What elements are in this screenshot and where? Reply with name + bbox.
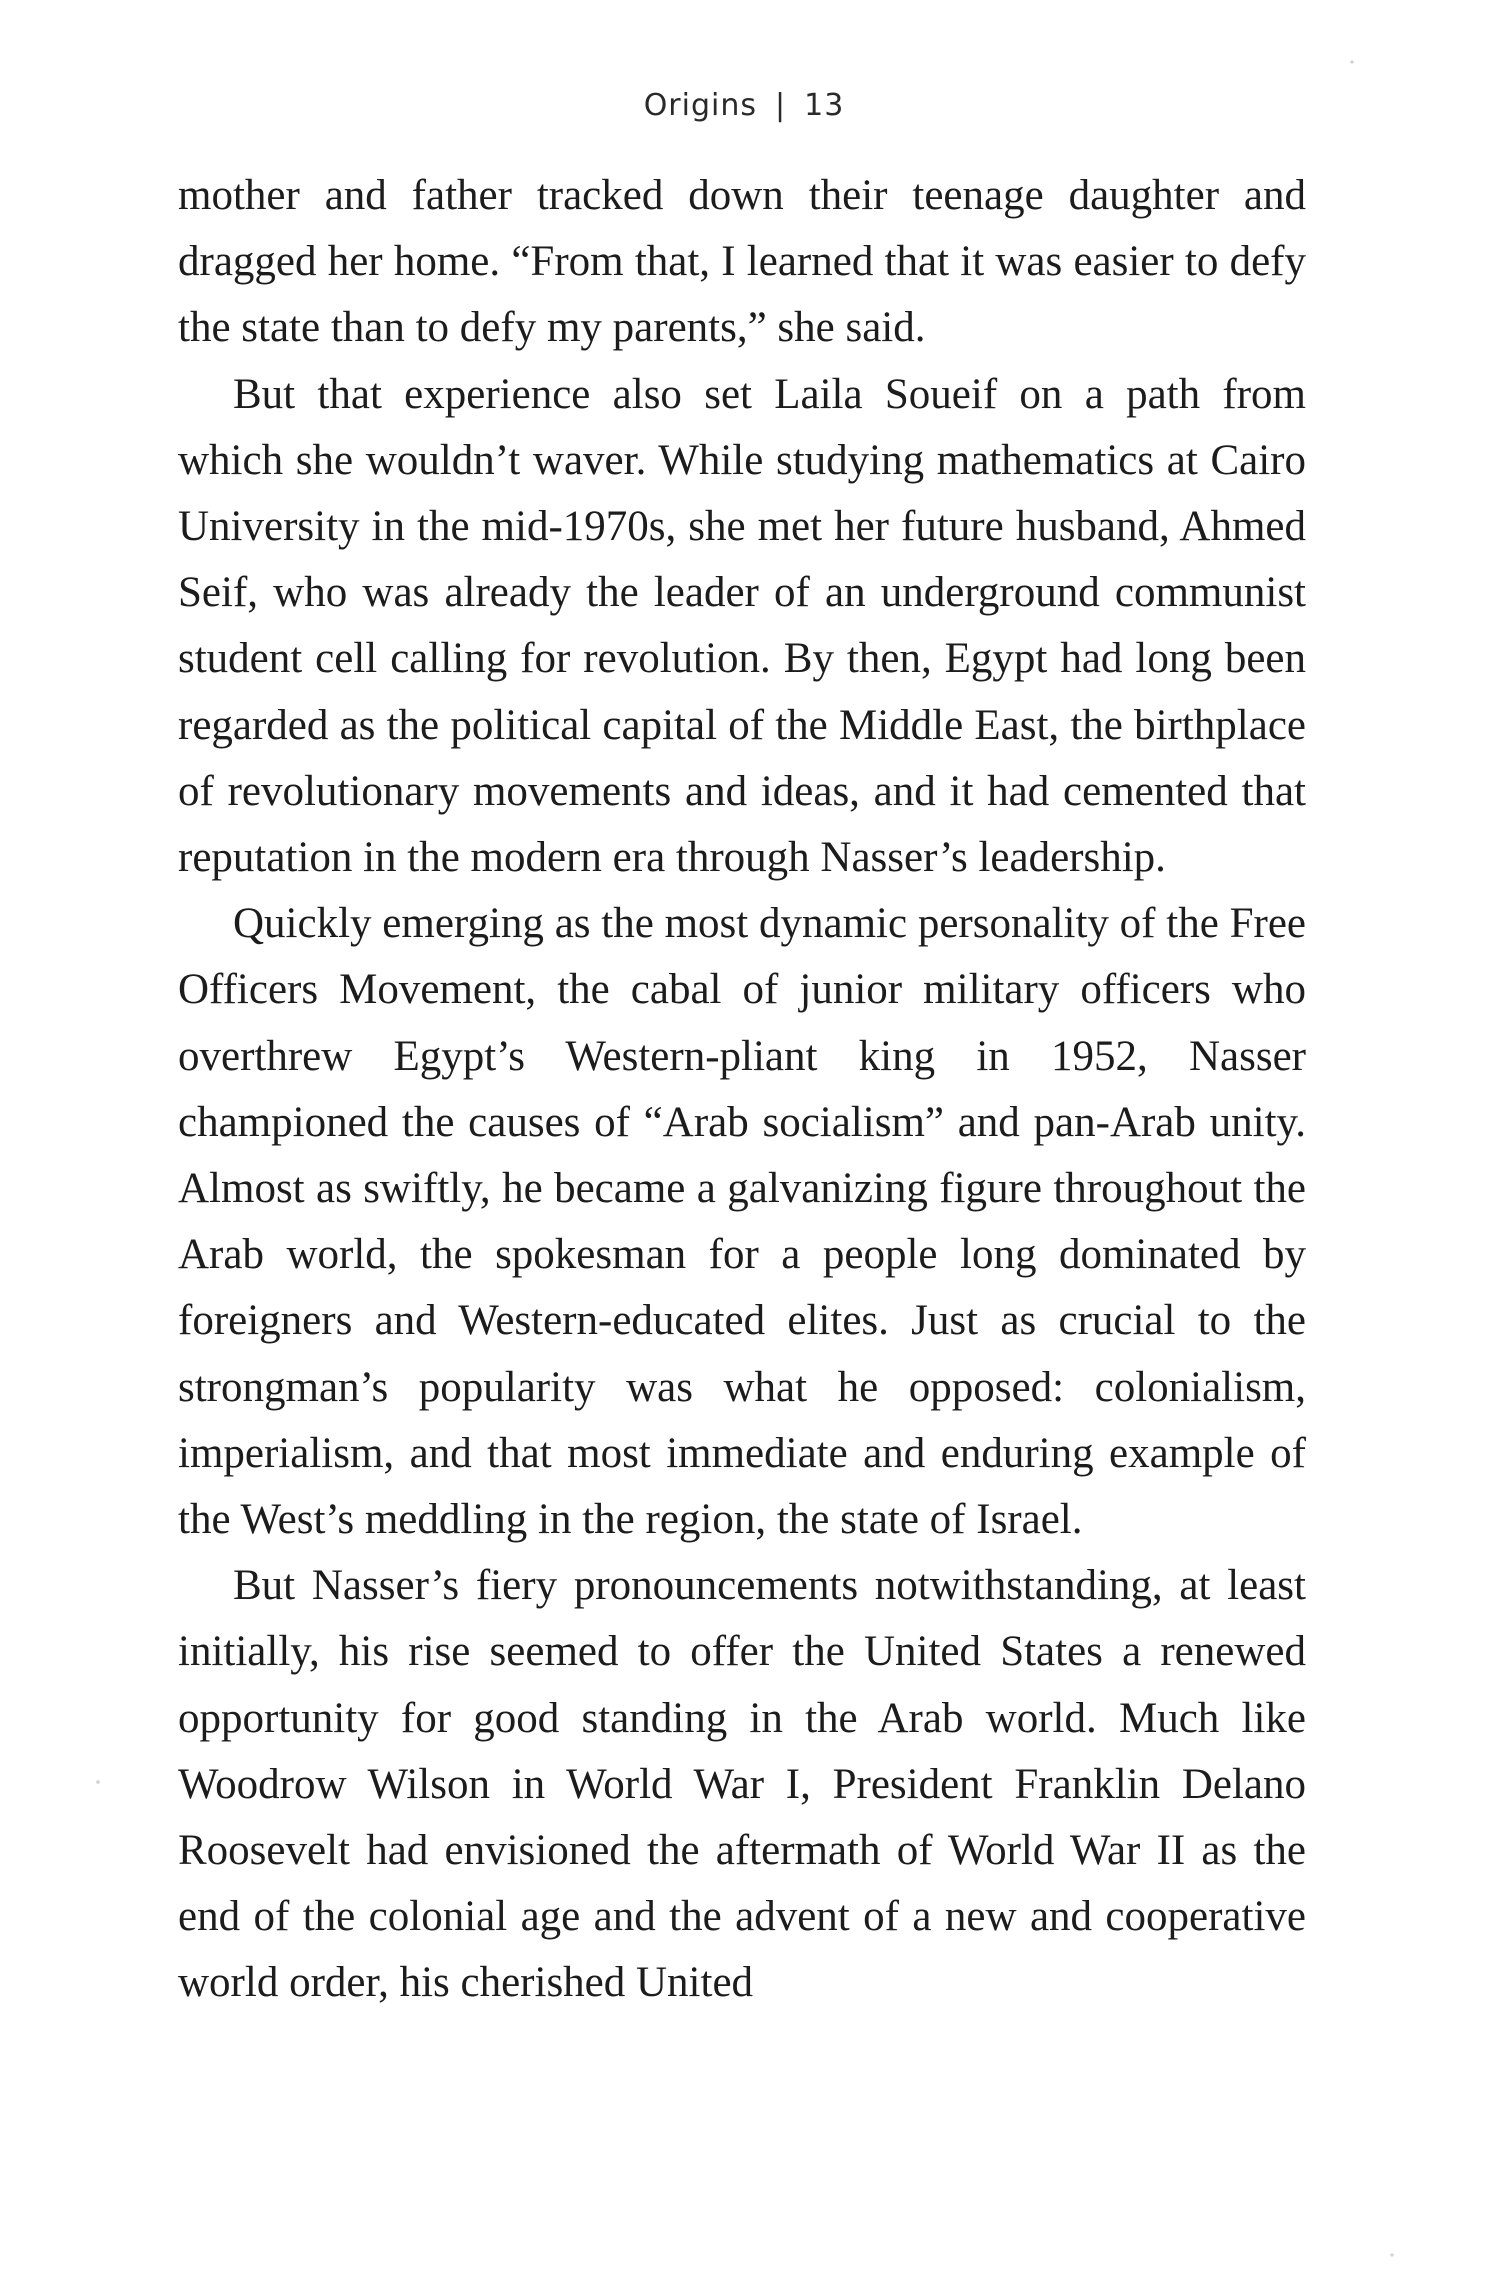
running-head — [0, 88, 1488, 123]
paragraph-4: But Nasser’s fiery pronouncements notwithstanding, at least initially, his rise seemed to offer the United States a renewed opportunity for good standing in the Arab world. Much like Woodrow Wilson in World War I, President Franklin Delano Roosevelt had envisioned the aftermath of World War II as the end of the colonial age and the advent of a new and cooperative world order, his cherished United — [178, 1562, 1306, 2007]
page-number: 13 — [804, 88, 845, 123]
paragraph-2: But that experience also set Laila Soueif on a path from which she wouldn’t waver. While studying mathematics at Cairo University in the mid-1970s, she met her future husband, Ahmed Seif, who was already the leader of an underground communist student cell calling for revolution. By then, Egypt had long been regarded as the political capital of the Middle East, the birthplace of revolutionary movements and ideas, and it had cemented that reputation in the modern era through Nasser’s leadership. — [178, 370, 1306, 882]
chapter-title: Origins — [643, 88, 757, 123]
header-separator: | — [775, 88, 787, 123]
body-text — [178, 163, 1306, 2017]
paragraph-3: Quickly emerging as the most dynamic personality of the Free Officers Movement, the cabal of junior military officers who overthrew Egypt’s Western-pliant king in 1952, Nasser championed the causes of “Arab socialism” and pan-Arab unity. Almost as swiftly, he became a galvanizing figure throughout the Arab world, the spokesman for a people long dominated by foreigners and Western-educated elites. Just as crucial to the strongman’s popularity was what he opposed: colonialism, imperialism, and that most immediate and enduring example of the West’s meddling in the region, the state of Israel. — [178, 900, 1306, 1544]
paragraph-1: mother and father tracked down their teenage daughter and dragged her home. “From that, I learned that it was easier to defy the state than to defy my parents,” she said. — [178, 172, 1306, 352]
